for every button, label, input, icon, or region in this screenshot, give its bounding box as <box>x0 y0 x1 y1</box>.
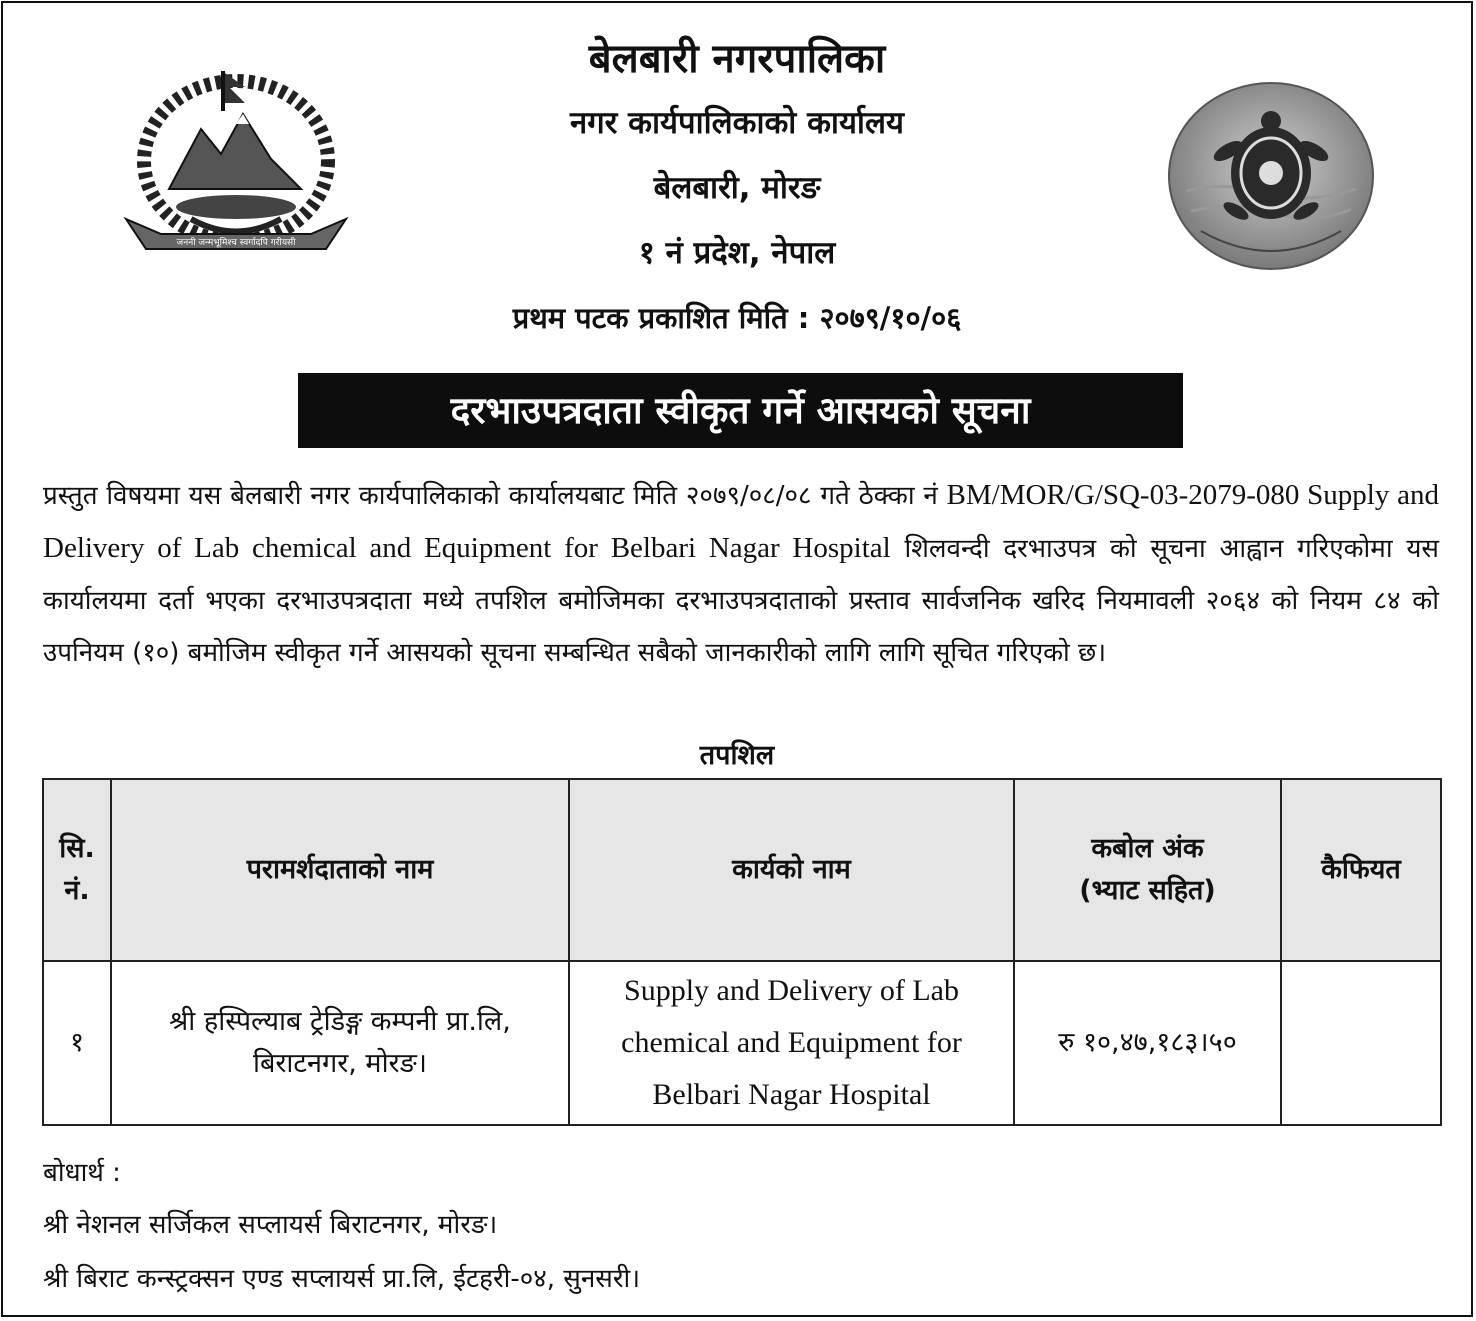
header-work-name: कार्यको नाम <box>569 779 1014 961</box>
header-consultant-name: परामर्शदाताको नाम <box>111 779 569 961</box>
notice-title: दरभाउपत्रदाता स्वीकृत गर्ने आसयको सूचना <box>298 373 1183 448</box>
cc-item: श्री बिराट कन्स्ट्रक्सन एण्ड सप्लायर्स प्रा.लि, ईटहरी-०४, सुनसरी। <box>43 1264 641 1294</box>
cc-item: श्री नेशनल सर्जिकल सप्लायर्स बिराटनगर, मोरङ। <box>43 1210 498 1240</box>
row-consultant-line1: श्री हस्पिल्याब ट्रेडिङ्ग कम्पनी प्रा.लि, <box>169 1006 511 1037</box>
header-bid-line1: कबोल अंक <box>1091 833 1204 864</box>
notice-page <box>1 1 1473 1317</box>
header-bid-amount <box>1014 779 1281 961</box>
row-work-line3: Belbari Nagar Hospital <box>652 1078 931 1111</box>
province-line: १ नं प्रदेश, नेपाल <box>638 235 836 271</box>
cc-label: बोधार्थ : <box>43 1158 121 1188</box>
header-serial-line1: सि. <box>59 833 95 864</box>
notice-body-contract: BM/MOR/G/SQ-03-2079-080 Supply and Delivery of Lab chemical and Equipment for Belbari Nagar Hospital <box>43 479 1439 564</box>
row-work-line1: Supply and Delivery of Lab <box>624 974 959 1007</box>
header-bid-line2: (भ्याट सहित) <box>1079 875 1216 906</box>
notice-body-part3: शिलवन्दी दरभाउपत्र को सूचना आह्वान गरिएकोमा यस कार्यालयमा दर्ता भएका दरभाउपत्रदाता मध्ये तपशिल बमोजिमका दरभाउपत्रदाताको प्रस्ताव सार्वजनिक खरिद नियमावली २०६४ को नियम ८४ को उपनियम (१०) बमोजिम स्वीकृत गर्ने आसयको सूचना सम्बन्धित सबैको जानकारीको लागि लागि सूचित गरिएको छ। <box>43 534 1439 668</box>
table-title: तपशिल <box>699 740 775 771</box>
table-header-row <box>43 779 1441 961</box>
row-consultant-name <box>111 961 569 1125</box>
row-bid-amount: रु १०,४७,१८३।५० <box>1014 961 1281 1125</box>
notice-body-part1: प्रस्तुत विषयमा यस बेलबारी नगर कार्यपालिकाको कार्यालयबाट मिति २०७९/०८/०८ गते ठेक्का नं <box>43 481 947 511</box>
office-name: नगर कार्यपालिकाको कार्यालय <box>570 105 904 141</box>
publish-date-line: प्रथम पटक प्रकाशित मिति : २०७९/१०/०६ <box>512 301 962 335</box>
row-work-name <box>569 961 1014 1125</box>
row-serial-number: १ <box>43 961 111 1125</box>
header-serial-number <box>43 779 111 961</box>
emblem-motto: जननी जन्मभूमिश्च स्वर्गादपि गरीयसी <box>176 238 296 248</box>
table-row <box>43 961 1441 1125</box>
notice-body <box>43 469 1439 679</box>
award-table <box>42 778 1442 1126</box>
header-remarks: कैफियत <box>1281 779 1441 961</box>
row-remarks <box>1281 961 1441 1125</box>
office-location: बेलबारी, मोरङ <box>653 170 821 206</box>
row-work-line2: chemical and Equipment for <box>621 1026 962 1059</box>
row-consultant-line2: बिराटनगर, मोरङ। <box>252 1048 428 1079</box>
header-serial-line2: नं. <box>64 875 90 906</box>
municipality-name: बेलबारी नगरपालिका <box>588 36 886 82</box>
